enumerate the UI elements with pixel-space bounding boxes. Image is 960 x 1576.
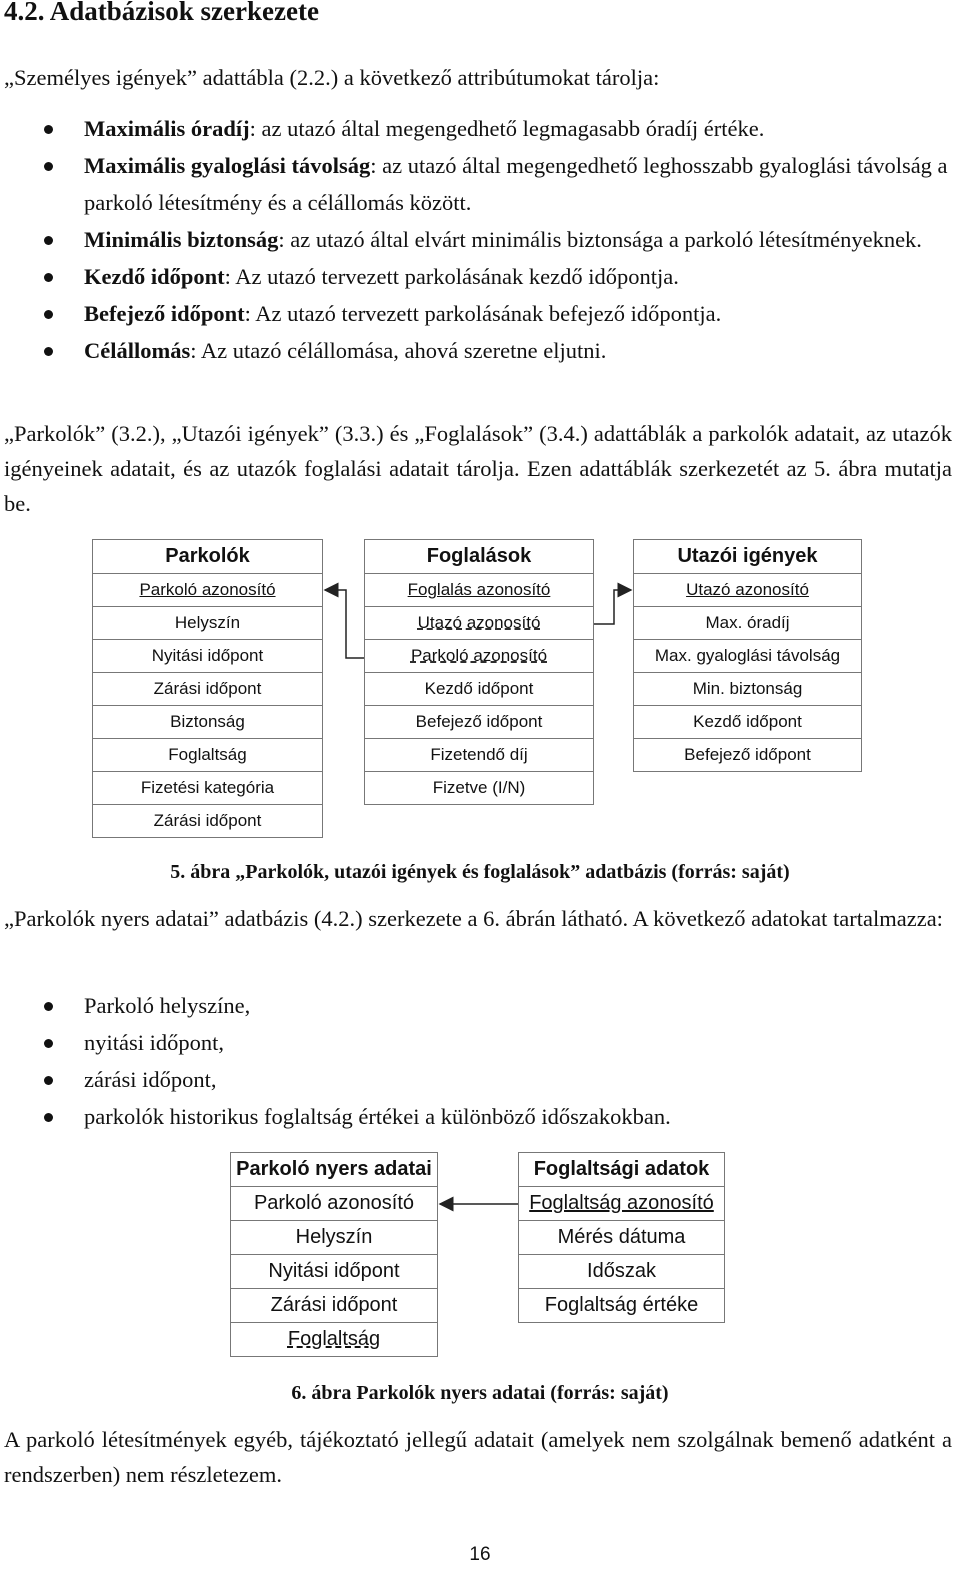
table-row: Zárási időpont: [93, 673, 323, 706]
table-row: Kezdő időpont: [365, 673, 594, 706]
list-item: Kezdő időpont: Az utazó tervezett parkolásának kezdő időpontja.: [0, 258, 948, 295]
table-title: Parkolók: [93, 540, 323, 574]
list-item: Maximális óradíj: az utazó által megengedhető legmagasabb óradíj értéke.: [0, 110, 948, 147]
table-row: Foglaltság azonosító: [519, 1187, 725, 1221]
table-row: Helyszín: [93, 607, 323, 640]
table-row: Zárási időpont: [93, 805, 323, 838]
table-row: Max. gyaloglási távolság: [634, 640, 862, 673]
paragraph-2: „Parkolók” (3.2.), „Utazói igények” (3.3.) és „Foglalások” (3.4.) adattáblák a parkolók adatait, az utazók igényeinek adatait, és az utazók foglalási adatait tárolja. Ezen adattáblák szerkezetét az 5. ábra mutatja be.: [4, 421, 952, 516]
list-item: Parkoló helyszíne,: [0, 987, 948, 1024]
list-item: zárási időpont,: [0, 1061, 948, 1098]
page-number: 16: [469, 1544, 491, 1565]
list-item: Befejező időpont: Az utazó tervezett parkolásának befejező időpontja.: [0, 295, 948, 332]
table-row: Foglaltság: [231, 1323, 438, 1357]
table-row: Nyitási időpont: [93, 640, 323, 673]
table-row: Parkoló azonosító: [93, 574, 323, 607]
table-row: Biztonság: [93, 706, 323, 739]
list-item: Célállomás: Az utazó célállomása, ahová szeretne eljutni.: [0, 332, 948, 369]
table-row: Utazó azonosító: [365, 607, 594, 640]
table-row: Mérés dátuma: [519, 1221, 725, 1255]
bullet-icon: [44, 1039, 53, 1048]
intro-paragraph: „Személyes igények” adattábla (2.2.) a következő attribútumokat tárolja:: [4, 65, 660, 90]
section-heading: 4.2. Adatbázisok szerkezete: [4, 0, 319, 26]
table-row: Zárási időpont: [231, 1289, 438, 1323]
table-row: Foglaltság: [93, 739, 323, 772]
table-row: Kezdő időpont: [634, 706, 862, 739]
table-row: Foglaltság értéke: [519, 1289, 725, 1323]
table-row: Parkoló azonosító: [231, 1187, 438, 1221]
paragraph-3: „Parkolók nyers adatai” adatbázis (4.2.) szerkezete a 6. ábrán látható. A következő adatokat tartalmazza:: [4, 906, 943, 931]
table-row: Időszak: [519, 1255, 725, 1289]
arrow-utazo-link: [594, 590, 631, 624]
table-row: Foglalás azonosító: [365, 574, 594, 607]
figure-6-caption: 6. ábra Parkolók nyers adatai (forrás: saját): [291, 1382, 669, 1404]
raw-data-list: [0, 987, 948, 1135]
table-row: Nyitási időpont: [231, 1255, 438, 1289]
table-title: Foglaltsági adatok: [519, 1153, 725, 1187]
bullet-icon: [44, 1113, 53, 1122]
figure-5-caption: 5. ábra „Parkolók, utazói igények és foglalások” adatbázis (forrás: saját): [170, 861, 790, 883]
table-row: Min. biztonság: [634, 673, 862, 706]
table-row: Helyszín: [231, 1221, 438, 1255]
list-item: Maximális gyaloglási távolság: az utazó által megengedhető leghosszabb gyaloglási távolság a parkoló létesítmény és a célállomás között.: [0, 147, 948, 221]
table-row: Fizetve (I/N): [365, 772, 594, 805]
list-item: parkolók historikus foglaltság értékei a különböző időszakokban.: [0, 1098, 948, 1135]
table-row: Fizetési kategória: [93, 772, 323, 805]
table-row: Befejező időpont: [365, 706, 594, 739]
bullet-icon: [44, 1076, 53, 1085]
table-title: Parkoló nyers adatai: [231, 1153, 438, 1187]
table-row: Utazó azonosító: [634, 574, 862, 607]
table-row: Parkoló azonosító: [365, 640, 594, 673]
table-row: Max. óradíj: [634, 607, 862, 640]
list-item: Minimális biztonság: az utazó által elvárt minimális biztonsága a parkoló létesítményeknek.: [0, 221, 948, 258]
bullet-icon: [44, 1002, 53, 1011]
parkolo-nyers-adatai-table: [230, 1152, 438, 1357]
arrow-parkolo-link: [325, 590, 364, 658]
foglaltsagi-adatok-table: [518, 1152, 725, 1323]
table-row: Fizetendő díj: [365, 739, 594, 772]
table-row: Befejező időpont: [634, 739, 862, 772]
list-item: nyitási időpont,: [0, 1024, 948, 1061]
table-title: Utazói igények: [634, 540, 862, 574]
table-title: Foglalások: [365, 540, 594, 574]
paragraph-4: A parkoló létesítmények egyéb, tájékoztató jellegű adatait (amelyek nem szolgálnak bemenő adatként a rendszerben) nem részletezem.: [4, 1427, 952, 1487]
